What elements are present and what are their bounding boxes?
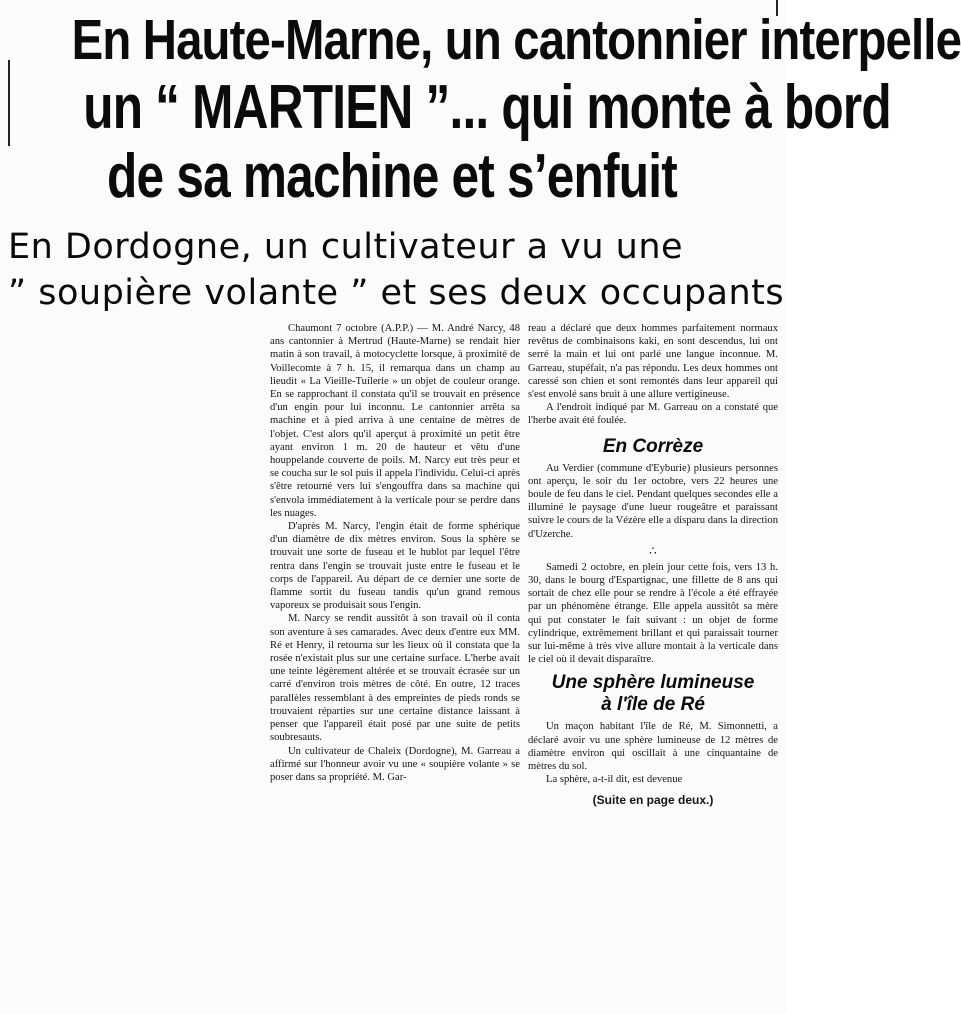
- paragraph: Un maçon habitant l'île de Ré, M. Simonnetti, a déclaré avoir vu une sphère lumineuse de 12 mètres de diamètre environ qui oscillait à une cinquantaine de mètres du sol.: [528, 721, 778, 773]
- subheading-line: Une sphère lumineuse: [551, 672, 755, 694]
- headline-line: ” soupière volante ” et ses deux occupants: [8, 273, 785, 313]
- paragraph: Samedi 2 octobre, en plein jour cette fois, vers 13 h. 30, dans le bourg d'Espartignac, une fillette de 8 ans qui sortait de chez elle pour se rendre à l'école a été effrayée par un phénomène étrange. Elle appela aussitôt sa mère qui put constater le fait suivant : un objet de forme cylindrique, extrêmement brillant et qui paraissait tourner sur lui-même à très vive allure montait à la verticale dans le ciel où il devait disparaître.: [528, 561, 778, 666]
- headline-line: un “ MARTIEN ”... qui monte à bord: [83, 73, 891, 142]
- subheading-line: à l'île de Ré: [601, 694, 705, 716]
- main-headline: [6, 6, 961, 218]
- paragraph: A l'endroit indiqué par M. Garreau on a constaté que l'herbe avait été foulée.: [528, 402, 778, 427]
- subheading-sphere: [528, 672, 778, 716]
- paragraph: La sphère, a-t-il dit, est devenue: [546, 774, 683, 786]
- paragraph: M. Narcy se rendit aussitôt à son travail où il conta son aventure à ses camarades. Avec deux d'entre eux MM. Ré et Henry, il retourna sur les lieux où il constata que la rosée n'existait plus sur une certaine surface. L'herbe avait une teinte légèrement altérée et se trouvait écrasée sur un carré d'environ trois mètres de côté. En outre, 12 traces parallèles ressemblant à des empreintes de pieds ronds se trouvaient réparties sur une certaine distance laissant à penser que l'appareil était posé par une suite de petits soubresauts.: [270, 613, 520, 744]
- headline-line: de sa machine et s’enfuit: [107, 142, 677, 211]
- headline-line: En Haute-Marne, un cantonnier interpelle: [71, 8, 961, 72]
- article-column-2: [528, 322, 778, 808]
- paragraph: Un cultivateur de Chaleix (Dordogne), M. Garreau a affirmé sur l'honneur avoir vu une « soupière volante » se poser dans sa propriété. M. Gar-: [270, 745, 520, 783]
- article-column-1: [270, 322, 520, 784]
- continued-on-page-two: (Suite en page deux.): [592, 793, 714, 808]
- paragraph: Au Verdier (commune d'Eyburie) plusieurs personnes ont aperçu, le soir du 1er octobre, vers 22 heures une boule de feu dans le ciel. Pendant quelques secondes elle a illuminé le paysage d'une lueur rougeâtre et paraissant suivre le cours de la Vézère elle a disparu dans la direction d'Uzerche.: [528, 462, 778, 540]
- paragraph: D'après M. Narcy, l'engin était de forme sphérique d'un diamètre de dix mètres environ. Sous la sphère se trouvait une sorte de fuseau et le hublot par lequel l'être rentra dans l'engin se trouvait juste entre le fuseau et le corps de l'appareil. Au départ de ce dernier une sorte de flamme sortit du fuseau tandis qu'un grand remous vaporeux se produisait sous l'engin.: [270, 521, 520, 612]
- separator-dots: ∴: [649, 543, 657, 558]
- subheading-correze: En Corrèze: [602, 435, 704, 457]
- paragraph: Chaumont 7 octobre (A.P.P.) — M. André Narcy, 48 ans cantonnier à Mertrud (Haute-Marne) se rendait hier matin à son travail, à motocyclette lorsque, à proximité de Voillecomte à 7 h. 15, il remarqua dans un champ au lieudit « La Vieille-Tuilerie » un objet de couleur orange. En se rapprochant il constata qu'il se trouvait en présence d'un engin pour lui inconnu. Le cantonnier arrêta sa machine et à pied arriva à une centaine de mètres de l'objet. C'est alors qu'il aperçut à proximité un petit être ayant environ 1 m. 20 de hauteur et vêtu d'une houppelande couverte de poils. M. Narcy eut très peur et se coucha sur le sol puis il appela l'individu. Celui-ci après s'être retourné vers lui s'engouffra dans sa machine qui s'envola immédiatement à la verticale pour se perdre dans les nuages.: [270, 323, 520, 519]
- paragraph: reau a déclaré que deux hommes parfaitement normaux revêtus de combinaisons kaki, en sont descendus, lui ont serré la main et lui ont parlé une langue inconnue. M. Garreau, stupéfait, n'a pas répondu. Les deux hommes ont caressé son chien et sont remontés dans leur appareil qui s'est envolé sans bruit à une allure vertigineuse.: [528, 323, 778, 401]
- headline-line: En Dordogne, un cultivateur a vu une: [8, 227, 684, 267]
- secondary-headline: [6, 224, 785, 316]
